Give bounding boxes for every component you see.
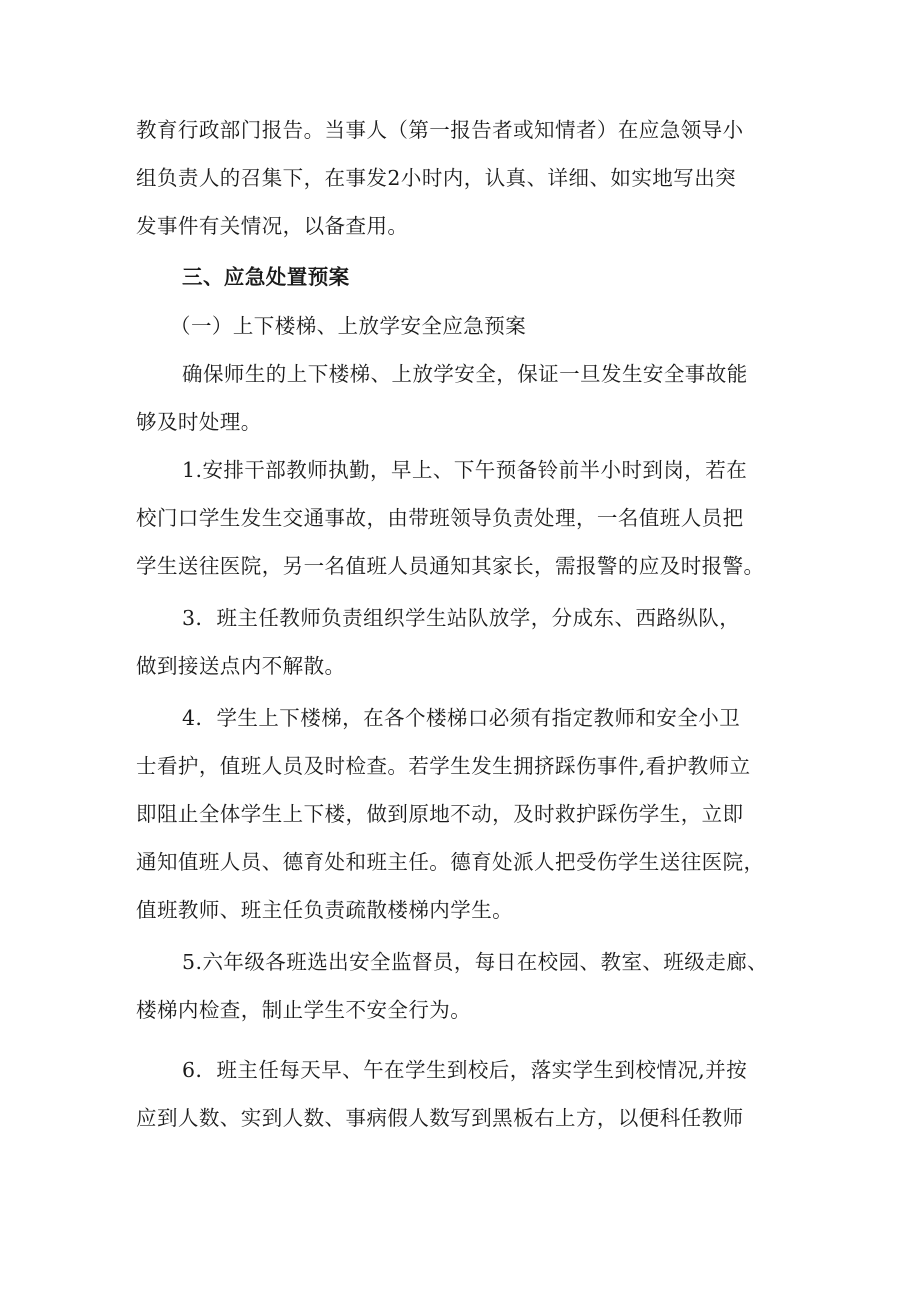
section-heading: 三、应急处置预案 [182, 265, 350, 289]
paragraph-line: 即阻止全体学生上下楼，做到原地不动，及时救护踩伤学生，立即 [136, 802, 744, 826]
paragraph-line: 组负责人的召集下，在事发2小时内，认真、详细、如实地写出突 [136, 166, 737, 190]
paragraph-line: 做到接送点内不解散。 [136, 654, 346, 678]
paragraph-line: 3．班主任教师负责组织学生站队放学，分成东、西路纵队， [182, 606, 741, 630]
subsection-heading: （一）上下楼梯、上放学安全应急预案 [170, 314, 527, 338]
paragraph-line: 教育行政部门报告。当事人（第一报告者或知情者）在应急领导小 [136, 118, 744, 142]
paragraph-line: 确保师生的上下楼梯、上放学安全，保证一旦发生安全事故能 [182, 362, 748, 386]
paragraph-line: 应到人数、实到人数、事病假人数写到黑板右上方，以便科任教师 [136, 1106, 744, 1130]
paragraph-line: 6．班主任每天早、午在学生到校后，落实学生到校情况,并按 [182, 1058, 748, 1082]
paragraph-line: 够及时处理。 [136, 410, 262, 434]
paragraph-line: 学生送往医院，另一名值班人员通知其家长，需报警的应及时报警。 [136, 554, 765, 578]
paragraph-line: 校门口学生发生交通事故，由带班领导负责处理，一名值班人员把 [136, 506, 744, 530]
paragraph-line: 1.安排干部教师执勤，早上、下午预备铃前半小时到岗，若在 [182, 458, 748, 482]
paragraph-line: 楼梯内检查，制止学生不安全行为。 [136, 998, 472, 1022]
paragraph-line: 士看护，值班人员及时检查。若学生发生拥挤踩伤事件,看护教师立 [136, 754, 751, 778]
paragraph-line: 通知值班人员、德育处和班主任。德育处派人把受伤学生送往医院， [136, 850, 765, 874]
paragraph-line: 4．学生上下楼梯，在各个楼梯口必须有指定教师和安全小卫 [182, 706, 741, 730]
paragraph-line: 发事件有关情况，以备查用。 [136, 214, 409, 238]
paragraph-line: 值班教师、班主任负责疏散楼梯内学生。 [136, 898, 514, 922]
paragraph-line: 5.六年级各班选出安全监督员，每日在校园、教室、班级走廊、 [182, 950, 769, 974]
